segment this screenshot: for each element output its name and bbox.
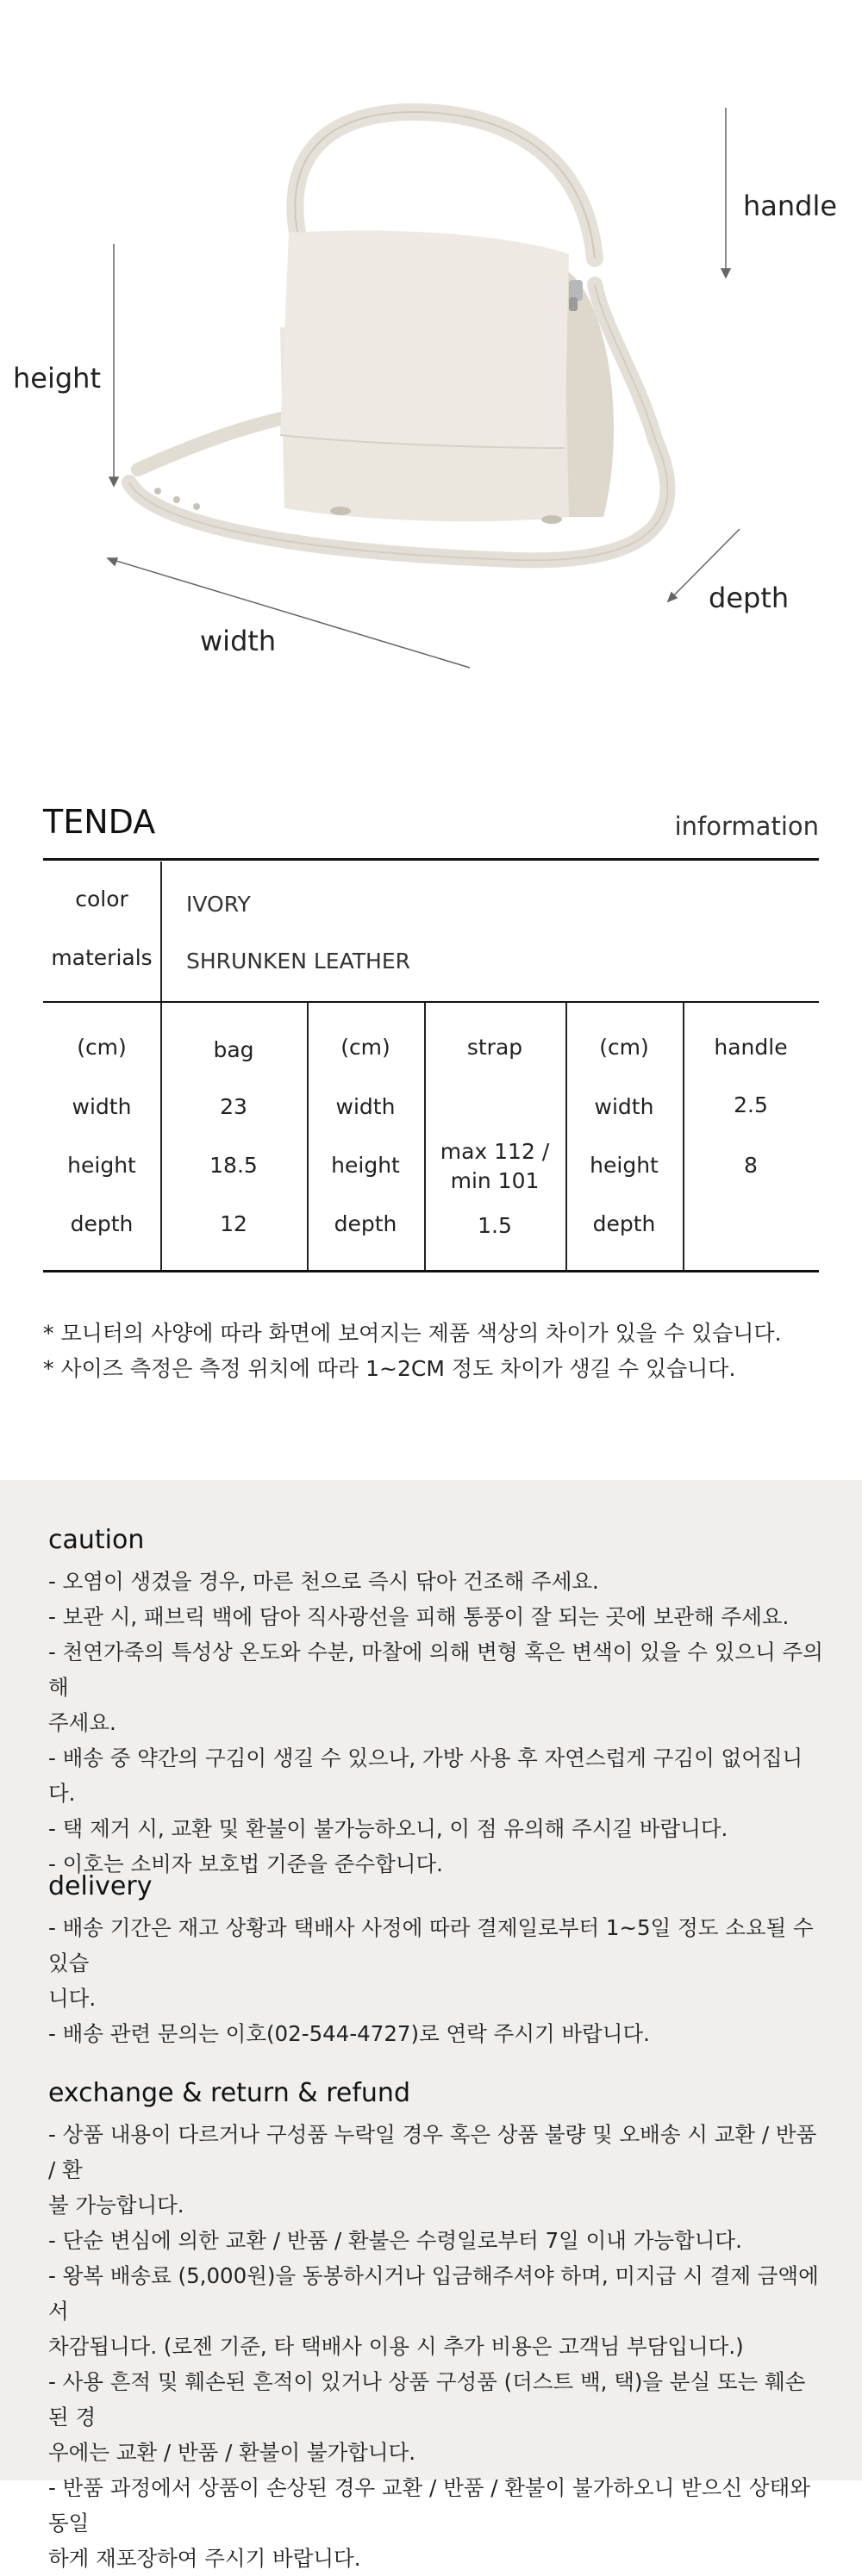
caution-line: - 오염이 생겼을 경우, 마른 천으로 즉시 닦아 건조해 주세요. — [48, 1569, 599, 1594]
spec-row-color — [43, 874, 819, 925]
strap-height-value — [424, 1137, 565, 1196]
height-dimension-label: height — [13, 362, 101, 395]
color-label: color — [75, 887, 128, 912]
divider — [43, 1270, 819, 1272]
refund-line: 하게 재포장하여 주시기 바랍니다. — [48, 2546, 361, 2571]
header-cm: (cm) — [599, 1035, 649, 1060]
row-label-width: width — [335, 1094, 396, 1119]
row-label-depth: depth — [592, 1211, 656, 1236]
color-value: IVORY — [186, 892, 251, 917]
spec-row-materials — [43, 932, 819, 984]
refund-line: 불 가능합니다. — [48, 2193, 184, 2218]
refund-line: - 왕복 배송료 (5,000원)을 동봉하시거나 입금해주셔야 하며, 미지급 시 결제 금액에서 — [48, 2263, 819, 2324]
row-label-height: height — [590, 1153, 659, 1178]
caution-line: - 천연가죽의 특성상 온도와 수분, 마찰에 의해 변형 혹은 변색이 있을 수 있으니 주의해 — [48, 1640, 823, 1700]
row-label-height: height — [67, 1153, 136, 1178]
delivery-heading: delivery — [48, 1871, 153, 1901]
materials-value: SHRUNKEN LEATHER — [186, 949, 410, 974]
handle-width-value: 2.5 — [734, 1092, 768, 1117]
strap-height-max: max 112 / — [440, 1139, 550, 1164]
size-table — [43, 1003, 819, 1270]
header-cm: (cm) — [77, 1035, 127, 1060]
caution-line: - 택 제거 시, 교환 및 환불이 불가능하오니, 이 점 유의해 주시길 바랍니다. — [48, 1816, 728, 1841]
refund-line: - 반품 과정에서 상품이 손상된 경우 교환 / 반품 / 환불이 불가하오니 받으신 상태와 동일 — [48, 2475, 810, 2536]
delivery-line: - 배송 기간은 재고 상황과 택배사 사정에 따라 결제일로부터 1~5일 정도 소요될 수 있습 — [48, 1915, 814, 1976]
bag-width-value: 23 — [220, 1094, 247, 1119]
spec-color-materials — [43, 862, 819, 1002]
row-label-depth: depth — [70, 1211, 134, 1236]
caution-line: - 이호는 소비자 보호법 기준을 준수합니다. — [48, 1851, 443, 1876]
refund-line: 차감됩니다. (로젠 기준, 타 택배사 이용 시 추가 비용은 고객님 부담입니다.) — [48, 2334, 744, 2359]
header-handle: handle — [714, 1035, 788, 1060]
row-label-depth: depth — [334, 1211, 397, 1236]
refund-heading: exchange & return & refund — [48, 2078, 410, 2108]
refund-line: - 상품 내용이 다르거나 구성품 누락일 경우 혹은 상품 불량 및 오배송 시 교환 / 반품 / 환 — [48, 2122, 817, 2182]
width-dimension-label: width — [200, 625, 277, 657]
caution-body — [48, 1564, 824, 1882]
bag-depth-value: 12 — [220, 1211, 247, 1236]
refund-line: 우에는 교환 / 반품 / 환불이 불가합니다. — [48, 2440, 416, 2465]
policy-section — [0, 1480, 862, 2571]
handle-dimension-label: handle — [743, 190, 838, 222]
notes — [43, 1316, 782, 1386]
caution-line: - 배송 중 약간의 구김이 생길 수 있으나, 가방 사용 후 자연스럽게 구김이 없어집니다. — [48, 1745, 803, 1806]
information-label: information — [674, 812, 819, 841]
delivery-line: 니다. — [48, 1986, 97, 2011]
header-strap: strap — [466, 1035, 523, 1060]
row-label-width: width — [594, 1094, 654, 1119]
caution-line: 주세요. — [48, 1710, 116, 1735]
strap-height-min: min 101 — [450, 1168, 540, 1193]
caution-heading: caution — [48, 1525, 145, 1555]
row-label-width: width — [72, 1094, 132, 1119]
refund-line: - 사용 흔적 및 훼손된 흔적이 있거나 상품 구성품 (더스트 백, 택)을 분실 또는 훼손된 경 — [48, 2369, 806, 2430]
depth-dimension-label: depth — [709, 582, 790, 614]
header-bag: bag — [213, 1037, 254, 1062]
brand-title: TENDA — [43, 803, 156, 841]
note-color: * 모니터의 사양에 따라 화면에 보여지는 제품 색상의 차이가 있을 수 있습니다. — [43, 1321, 782, 1346]
product-figure — [0, 0, 862, 706]
handle-height-value: 8 — [744, 1153, 758, 1178]
caution-line: - 보관 시, 패브릭 백에 담아 직사광선을 피해 통풍이 잘 되는 곳에 보관해 주세요. — [48, 1604, 790, 1629]
note-size: * 사이즈 측정은 측정 위치에 따라 1~2CM 정도 차이가 생길 수 있습니다. — [43, 1356, 736, 1381]
bag-height-value: 18.5 — [209, 1153, 258, 1178]
refund-line: - 단순 변심에 의한 교환 / 반품 / 환불은 수령일로부터 7일 이내 가능합니다. — [48, 2228, 742, 2253]
header-cm: (cm) — [340, 1035, 390, 1060]
delivery-body — [48, 1910, 824, 2051]
row-label-height: height — [331, 1153, 400, 1178]
divider — [43, 858, 819, 861]
materials-label: materials — [51, 945, 153, 970]
strap-depth-value: 1.5 — [478, 1213, 512, 1238]
delivery-line: - 배송 관련 문의는 이호(02-544-4727)로 연락 주시기 바랍니다. — [48, 2021, 650, 2046]
refund-body — [48, 2117, 824, 2576]
